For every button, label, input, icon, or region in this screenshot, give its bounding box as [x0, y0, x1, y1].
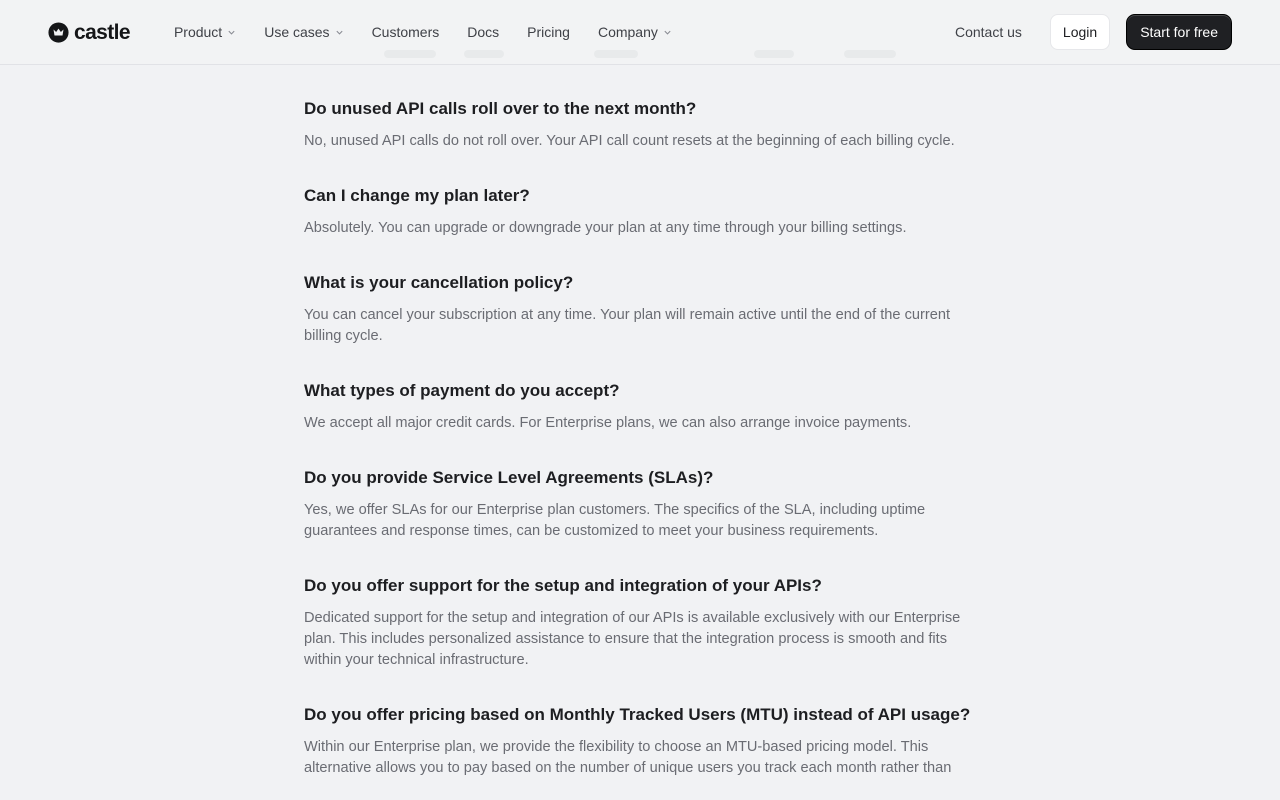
- faq-question: Do you provide Service Level Agreements (SLAs)?: [304, 468, 714, 487]
- faq-item: [304, 465, 976, 542]
- faq-item: [304, 573, 976, 671]
- nav-item-label: Company: [597, 24, 658, 40]
- nav-item-company[interactable]: [584, 14, 686, 50]
- nav-item-label: Pricing: [527, 24, 570, 40]
- nav-item-product[interactable]: [160, 14, 250, 50]
- chevron-down-icon: [335, 28, 344, 37]
- faq-answer: You can cancel your subscription at any time. Your plan will remain active until the end of the current billing cycle.: [304, 307, 951, 344]
- nav-item-pricing[interactable]: [513, 14, 584, 50]
- top-navigation-bar: [0, 0, 1280, 65]
- nav-item-label: Use cases: [264, 24, 330, 40]
- faq-question: Do you offer support for the setup and integration of your APIs?: [304, 576, 822, 595]
- faq-question: Can I change my plan later?: [304, 186, 530, 205]
- faq-answer: Dedicated support for the setup and integration of our APIs is available exclusively with our Enterprise plan. This includes personalized assistance to ensure that the integration process is smooth and fits within your technical infrastructure.: [304, 610, 961, 668]
- main-nav: [160, 14, 686, 50]
- faq-item: [304, 270, 976, 347]
- faq-item: [304, 702, 976, 779]
- chevron-down-icon: [663, 28, 672, 37]
- contact-us-link[interactable]: Contact us: [954, 24, 1022, 40]
- brand-logo[interactable]: [48, 22, 130, 43]
- nav-item-use-cases[interactable]: [250, 14, 357, 50]
- nav-item-label: Product: [173, 24, 223, 40]
- faq-question: What is your cancellation policy?: [304, 273, 574, 292]
- faq-question: Do you offer pricing based on Monthly Tracked Users (MTU) instead of API usage?: [304, 705, 971, 724]
- faq-answer: Yes, we offer SLAs for our Enterprise plan customers. The specifics of the SLA, including uptime guarantees and response times, can be customized to meet your business requirements.: [304, 502, 926, 539]
- faq-list: [304, 96, 976, 800]
- faq-answer: No, unused API calls do not roll over. Your API call count resets at the beginning of each billing cycle.: [304, 133, 955, 149]
- nav-item-label: Docs: [467, 24, 500, 40]
- faq-answer: We accept all major credit cards. For Enterprise plans, we can also arrange invoice payments.: [304, 415, 912, 431]
- faq-question: Do unused API calls roll over to the next month?: [304, 99, 697, 118]
- nav-item-customers[interactable]: [358, 14, 454, 50]
- faq-item: [304, 96, 976, 152]
- nav-item-label: Customers: [371, 24, 440, 40]
- chevron-down-icon: [227, 28, 236, 37]
- login-button[interactable]: Login: [1050, 14, 1110, 50]
- nav-item-docs[interactable]: [453, 14, 513, 50]
- faq-item: [304, 378, 976, 434]
- castle-crown-icon: [48, 22, 69, 43]
- faq-answer: Within our Enterprise plan, we provide the flexibility to choose an MTU-based pricing model. This alternative allows you to pay based on the number of unique users you track each month rather than: [304, 739, 952, 776]
- faq-item: [304, 183, 976, 239]
- brand-name: castle: [74, 20, 130, 44]
- faq-answer: Absolutely. You can upgrade or downgrade your plan at any time through your billing settings.: [304, 220, 907, 236]
- faq-question: What types of payment do you accept?: [304, 381, 620, 400]
- header-actions: [955, 14, 1232, 50]
- start-for-free-button[interactable]: Start for free: [1126, 14, 1232, 50]
